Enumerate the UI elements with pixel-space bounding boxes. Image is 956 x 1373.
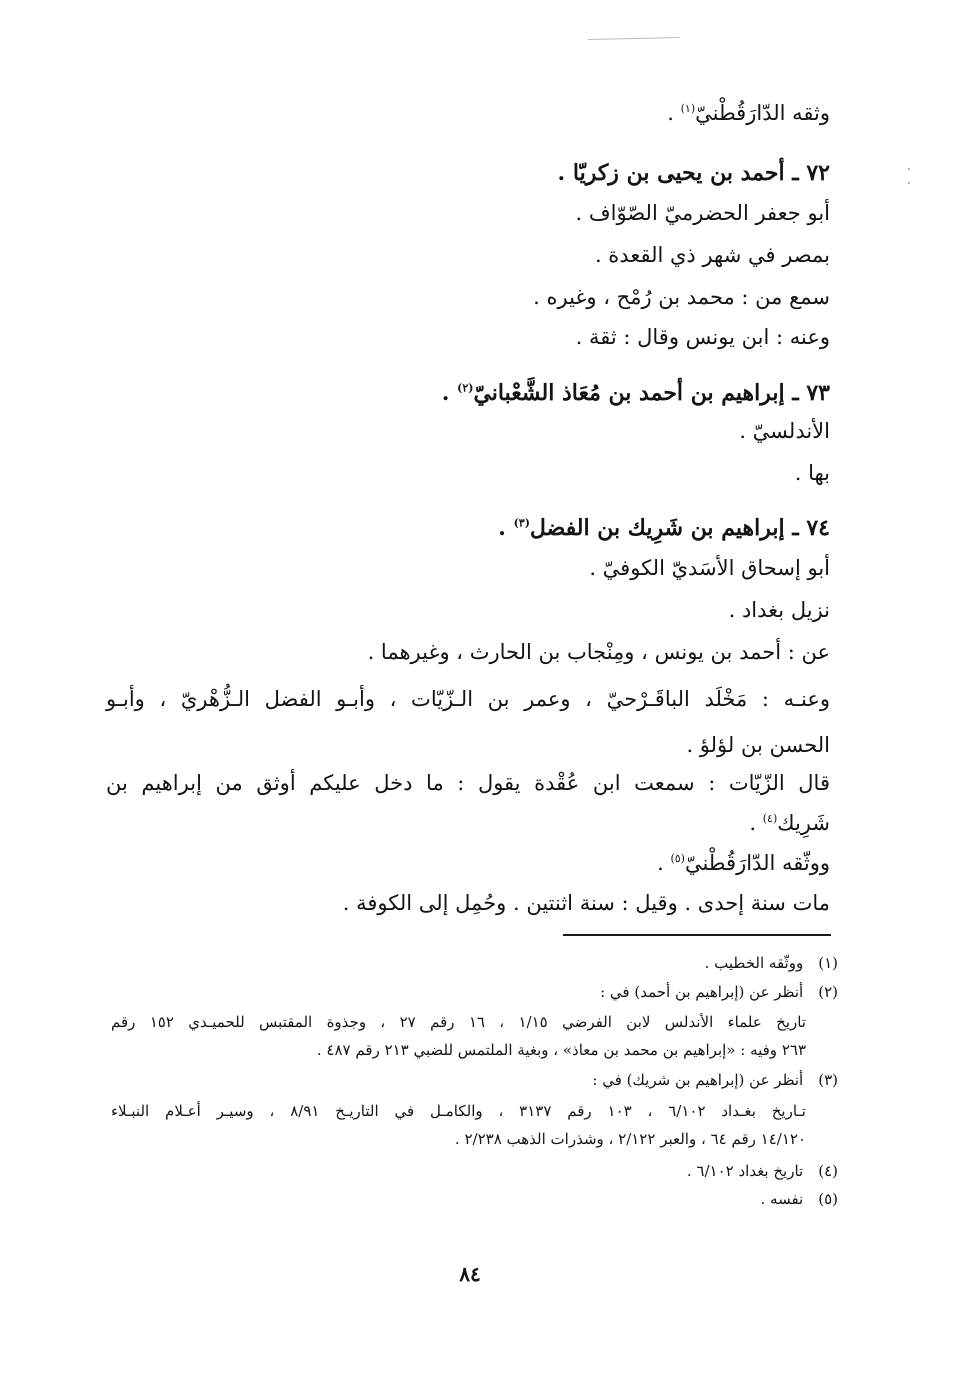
footnote-reference: (٤) [762, 812, 778, 825]
text-line [667, 98, 830, 128]
footnote-separator [563, 934, 831, 936]
line-text: نزيل بغداد . [728, 598, 830, 622]
line-text: ٧٢ ـ أحمد بن يحيى بن زكريّا . [557, 160, 830, 186]
footnote-line [317, 1039, 806, 1061]
line-text: وثقه الدّارَقُطْنيّ [695, 101, 830, 125]
footnote-reference: (٢) [457, 381, 474, 395]
footnote-number: (١) [818, 954, 838, 972]
text-line [343, 888, 830, 918]
text-line [595, 240, 830, 270]
line-text: بمصر في شهر ذي القعدة . [594, 243, 830, 267]
footnote-text: تاريخ بغداد ٦/١٠٢ . [686, 1162, 804, 1180]
text-line [589, 553, 830, 583]
line-text: مات سنة إحدى . وقيل : سنة اثنتين . وحُمِل إلى الكوفة . [342, 891, 830, 915]
line-text: أبو جعفر الحضرميّ الصّوّاف . [575, 201, 830, 225]
line-end-punct: . [667, 101, 681, 125]
line-end-punct: . [498, 515, 514, 541]
line-text: أبو إسحاق الأسَديّ الكوفيّ . [589, 556, 830, 580]
footnote-text: تـاريخ بغـداد ٦/١٠٢ ، ١٠٣ رقم ٣١٣٧ ، والكامـل في التاريـخ ٨/٩١ ، وسيـر أعـلام النبـلاء [111, 1102, 806, 1120]
line-text: وعنـه : مَخْلَد الباقَـرْحيّ ، وعمر بن الـزّيّات ، وأبـو الفضل الـزُّهْريّ ، وأبـو [106, 687, 830, 711]
footnote-text: نفسه . [760, 1190, 804, 1208]
line-text: الأندلسيّ . [739, 419, 830, 443]
footnote-text: أنظر عن (إبراهيم بن شريك) في : [592, 1071, 804, 1089]
line-text: بها . [794, 461, 830, 485]
text-line [729, 595, 830, 625]
line-text: ٧٣ ـ إبراهيم بن أحمد بن مُعَاذ الشَّعْبانيّ [473, 380, 830, 406]
text-line [795, 458, 830, 488]
footnote-number: (٣) [818, 1071, 838, 1089]
footnote-text: تاريخ علماء الأندلس لابن الفرضي ١/١٥ ، ١٦ رقم ٢٧ ، وجذوة المقتبس للحميـدي ١٥٢ رقم [111, 1013, 806, 1031]
footnote-number: (٤) [818, 1162, 838, 1180]
footnote-line [705, 952, 838, 974]
entry-heading [442, 378, 830, 408]
text-line [739, 416, 830, 446]
text-line [749, 808, 830, 838]
footnote-line [111, 1100, 806, 1122]
line-text: شَرِيك [777, 811, 830, 835]
text-line [106, 684, 830, 714]
line-text: ٧٤ ـ إبراهيم بن شَرِيك بن الفضل [529, 515, 830, 541]
text-line [533, 282, 830, 312]
footnote-line [455, 1128, 806, 1150]
footnote-number: (٢) [818, 983, 838, 1001]
scan-mark-line [588, 37, 680, 40]
footnote-reference: (٣) [513, 516, 530, 530]
footnote-reference: (٥) [670, 852, 685, 865]
line-end-punct: . [657, 851, 671, 875]
footnote-reference: (١) [680, 102, 696, 115]
page-number: ٨٤ [459, 1262, 481, 1286]
line-end-punct: . [441, 380, 458, 406]
line-text: وعنه : ابن يونس وقال : ثقة . [575, 325, 830, 349]
line-text: ووثّقه الدّارَقُطْنيّ [684, 851, 830, 875]
footnote-text: ٢٦٣ وفيه : «إبراهيم بن محمد بن معاذ» ، وبغية الملتمس للضبي ٢١٣ رقم ٤٨٧ . [316, 1041, 806, 1059]
footnote-line [600, 981, 838, 1003]
footnote-line [687, 1160, 838, 1182]
text-line [368, 637, 830, 667]
footnote-line [592, 1069, 838, 1091]
footnote-text: ووثّقه الخطيب . [704, 954, 804, 972]
entry-heading [498, 513, 830, 543]
footnote-text: أنظر عن (إبراهيم بن أحمد) في : [600, 983, 804, 1001]
text-line [657, 848, 830, 878]
entry-heading [558, 158, 830, 188]
footnote-line [111, 1011, 806, 1033]
line-text: عن : أحمد بن يونس ، ومِنْجاب بن الحارث ، وغيرهما . [367, 640, 830, 664]
footnote-line [760, 1188, 838, 1210]
line-text: سمع من : محمد بن رُمْح ، وغيره . [533, 285, 830, 309]
scan-dots [908, 168, 912, 198]
text-line [576, 198, 830, 228]
line-text: الحسن بن لؤلؤ . [686, 733, 830, 757]
line-end-punct: . [749, 811, 763, 835]
line-text: قال الزّيّات : سمعت ابن عُقْدة يقول : ما دخل عليكم أوثق من إبراهيم بن [106, 771, 830, 795]
text-line [686, 730, 830, 760]
text-line [576, 322, 830, 352]
footnote-text: ١٤/١٢٠ رقم ٦٤ ، والعبر ٢/١٢٢ ، وشذرات الذهب ٢/٢٣٨ . [454, 1130, 806, 1148]
text-line [106, 768, 830, 798]
footnote-number: (٥) [818, 1190, 838, 1208]
